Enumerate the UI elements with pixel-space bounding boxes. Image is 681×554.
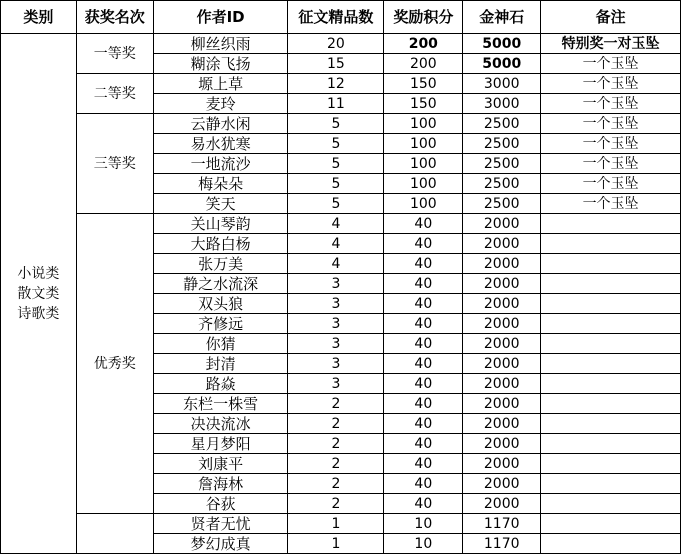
remark-cell: 特别奖一对玉坠 (541, 34, 681, 54)
gold-stone-cell: 2000 (463, 274, 541, 294)
remark-cell: 一个玉坠 (541, 114, 681, 134)
gold-stone-cell: 2000 (463, 434, 541, 454)
author-id-cell: 东栏一株雪 (153, 394, 288, 414)
remark-cell: 一个玉坠 (541, 174, 681, 194)
remark-cell (541, 314, 681, 334)
essay-count-cell: 4 (288, 234, 384, 254)
reward-points-cell: 100 (384, 134, 463, 154)
remark-cell: 一个玉坠 (541, 94, 681, 114)
author-id-cell: 双头狼 (153, 294, 288, 314)
gold-stone-cell: 2500 (463, 134, 541, 154)
essay-count-cell: 3 (288, 274, 384, 294)
reward-points-cell: 40 (384, 254, 463, 274)
table-row (1, 34, 681, 54)
rank-second: 二等奖 (76, 74, 153, 114)
remark-cell (541, 294, 681, 314)
author-id-cell: 塬上草 (153, 74, 288, 94)
author-id-cell: 糊涂飞扬 (153, 54, 288, 74)
gold-stone-cell: 2000 (463, 394, 541, 414)
remark-cell (541, 374, 681, 394)
remark-cell: 一个玉坠 (541, 154, 681, 174)
author-id-cell: 决决流冰 (153, 414, 288, 434)
remark-cell (541, 434, 681, 454)
remark-cell: 一个玉坠 (541, 134, 681, 154)
gold-stone-cell: 2000 (463, 214, 541, 234)
author-id-cell: 笑天 (153, 194, 288, 214)
gold-stone-cell: 2000 (463, 254, 541, 274)
essay-count-cell: 5 (288, 114, 384, 134)
author-id-cell: 云静水闲 (153, 114, 288, 134)
remark-cell (541, 494, 681, 514)
essay-count-cell: 5 (288, 174, 384, 194)
remark-cell: 一个玉坠 (541, 194, 681, 214)
gold-stone-cell: 2000 (463, 494, 541, 514)
essay-count-cell: 5 (288, 194, 384, 214)
remark-cell (541, 214, 681, 234)
reward-points-cell: 150 (384, 74, 463, 94)
essay-count-cell: 2 (288, 414, 384, 434)
category-novel: 小说类 (17, 265, 60, 282)
author-id-cell: 詹海林 (153, 474, 288, 494)
essay-count-cell: 5 (288, 154, 384, 174)
remark-cell (541, 414, 681, 434)
gold-stone-cell: 2000 (463, 314, 541, 334)
reward-points-cell: 40 (384, 494, 463, 514)
author-id-cell: 贤者无忧 (153, 514, 288, 534)
essay-count-cell: 2 (288, 394, 384, 414)
author-id-cell: 你猜 (153, 334, 288, 354)
author-id-cell: 一地流沙 (153, 154, 288, 174)
table-row (1, 74, 681, 94)
author-id-cell: 关山琴韵 (153, 214, 288, 234)
reward-points-cell: 10 (384, 534, 463, 554)
header-rank: 获奖名次 (76, 1, 153, 34)
reward-points-cell: 40 (384, 474, 463, 494)
reward-points-cell: 40 (384, 214, 463, 234)
reward-points-cell: 40 (384, 414, 463, 434)
rank-first: 一等奖 (76, 34, 153, 74)
author-id-cell: 静之水流深 (153, 274, 288, 294)
gold-stone-cell: 2500 (463, 154, 541, 174)
gold-stone-cell: 2000 (463, 374, 541, 394)
remark-cell (541, 454, 681, 474)
remark-cell (541, 394, 681, 414)
author-id-cell: 大路白杨 (153, 234, 288, 254)
essay-count-cell: 12 (288, 74, 384, 94)
remark-cell (541, 474, 681, 494)
gold-stone-cell: 2000 (463, 334, 541, 354)
essay-count-cell: 2 (288, 434, 384, 454)
header-row (1, 1, 681, 34)
category-prose: 散文类 (17, 285, 60, 302)
essay-count-cell: 5 (288, 134, 384, 154)
header-essay-count: 征文精品数 (288, 1, 384, 34)
essay-count-cell: 15 (288, 54, 384, 74)
remark-cell: 一个玉坠 (541, 74, 681, 94)
reward-points-cell: 40 (384, 454, 463, 474)
author-id-cell: 柳丝织雨 (153, 34, 288, 54)
gold-stone-cell: 2000 (463, 474, 541, 494)
header-category: 类别 (1, 1, 77, 34)
gold-stone-cell: 2500 (463, 114, 541, 134)
gold-stone-cell: 1170 (463, 514, 541, 534)
header-gold-stone: 金神石 (463, 1, 541, 34)
gold-stone-cell: 2000 (463, 454, 541, 474)
essay-count-cell: 2 (288, 454, 384, 474)
rank-excellent: 优秀奖 (76, 214, 153, 514)
author-id-cell: 张万美 (153, 254, 288, 274)
header-author-id: 作者ID (153, 1, 288, 34)
essay-count-cell: 1 (288, 534, 384, 554)
remark-cell (541, 254, 681, 274)
remark-cell (541, 274, 681, 294)
author-id-cell: 麦玲 (153, 94, 288, 114)
gold-stone-cell: 2000 (463, 414, 541, 434)
reward-points-cell: 40 (384, 374, 463, 394)
remark-cell (541, 534, 681, 554)
essay-count-cell: 3 (288, 354, 384, 374)
reward-points-cell: 100 (384, 194, 463, 214)
essay-count-cell: 3 (288, 334, 384, 354)
gold-stone-cell: 3000 (463, 94, 541, 114)
header-remarks: 备注 (541, 1, 681, 34)
gold-stone-cell: 5000 (463, 34, 541, 54)
remark-cell (541, 234, 681, 254)
essay-count-cell: 4 (288, 254, 384, 274)
gold-stone-cell: 5000 (463, 54, 541, 74)
author-id-cell: 星月梦阳 (153, 434, 288, 454)
reward-points-cell: 150 (384, 94, 463, 114)
reward-points-cell: 40 (384, 234, 463, 254)
gold-stone-cell: 2000 (463, 234, 541, 254)
reward-points-cell: 40 (384, 294, 463, 314)
essay-count-cell: 3 (288, 294, 384, 314)
author-id-cell: 易水犹寒 (153, 134, 288, 154)
reward-points-cell: 200 (384, 54, 463, 74)
remark-cell (541, 514, 681, 534)
essay-count-cell: 3 (288, 314, 384, 334)
author-id-cell: 路焱 (153, 374, 288, 394)
essay-count-cell: 20 (288, 34, 384, 54)
rank-unlabeled (76, 514, 153, 554)
essay-count-cell: 2 (288, 494, 384, 514)
remark-cell (541, 354, 681, 374)
table-row (1, 514, 681, 534)
remark-cell (541, 334, 681, 354)
header-reward-points: 奖励积分 (384, 1, 463, 34)
rank-third: 三等奖 (76, 114, 153, 214)
table-row (1, 114, 681, 134)
author-id-cell: 封清 (153, 354, 288, 374)
table-row (1, 214, 681, 234)
reward-points-cell: 100 (384, 174, 463, 194)
reward-points-cell: 100 (384, 114, 463, 134)
gold-stone-cell: 2500 (463, 194, 541, 214)
author-id-cell: 谷荻 (153, 494, 288, 514)
reward-points-cell: 100 (384, 154, 463, 174)
gold-stone-cell: 3000 (463, 74, 541, 94)
author-id-cell: 梅朵朵 (153, 174, 288, 194)
essay-count-cell: 11 (288, 94, 384, 114)
category-poetry: 诗歌类 (17, 305, 60, 322)
reward-points-cell: 40 (384, 334, 463, 354)
reward-points-cell: 40 (384, 354, 463, 374)
author-id-cell: 刘康平 (153, 454, 288, 474)
reward-points-cell: 40 (384, 394, 463, 414)
essay-count-cell: 3 (288, 374, 384, 394)
reward-points-cell: 40 (384, 314, 463, 334)
category-cell (1, 34, 77, 554)
reward-points-cell: 10 (384, 514, 463, 534)
reward-points-cell: 40 (384, 434, 463, 454)
gold-stone-cell: 2000 (463, 354, 541, 374)
gold-stone-cell: 2000 (463, 294, 541, 314)
author-id-cell: 齐修远 (153, 314, 288, 334)
author-id-cell: 梦幻成真 (153, 534, 288, 554)
gold-stone-cell: 1170 (463, 534, 541, 554)
essay-count-cell: 1 (288, 514, 384, 534)
essay-count-cell: 2 (288, 474, 384, 494)
reward-points-cell: 200 (384, 34, 463, 54)
gold-stone-cell: 2500 (463, 174, 541, 194)
reward-points-cell: 40 (384, 274, 463, 294)
essay-count-cell: 4 (288, 214, 384, 234)
remark-cell: 一个玉坠 (541, 54, 681, 74)
